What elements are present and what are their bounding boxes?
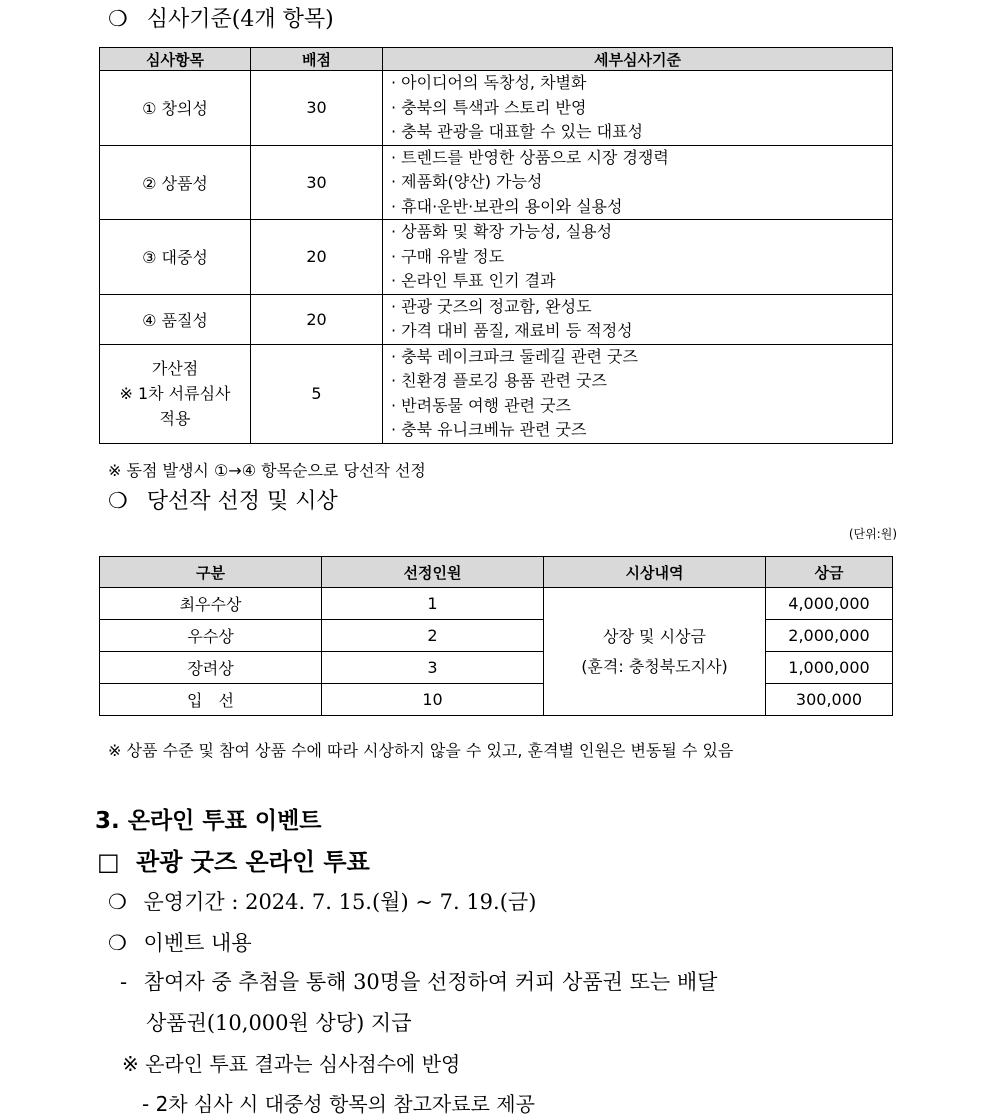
section-award-title: 당선작 선정 및 시상 — [146, 489, 338, 514]
award-prize: 2,000,000 — [766, 620, 893, 652]
circle-bullet-icon: ❍ — [108, 489, 128, 514]
table-row — [100, 652, 893, 684]
header-count: 선정인원 — [322, 557, 544, 588]
criteria-item: ④ 품질성 — [100, 294, 251, 344]
criteria-line: · 친환경 플로깅 용품 관련 굿즈 — [391, 371, 607, 390]
period-line — [108, 886, 536, 916]
box-heading-title: 관광 굿즈 온라인 투표 — [136, 847, 370, 876]
criteria-score: 5 — [251, 344, 383, 443]
unit-label: (단위:원) — [848, 527, 897, 541]
period-text: 운영기간 : 2024. 7. 15.(월) ~ 7. 19.(금) — [143, 890, 537, 914]
criteria-line: · 온라인 투표 인기 결과 — [391, 271, 556, 290]
header-score: 배점 — [251, 48, 383, 71]
award-table-header — [100, 557, 893, 588]
award-count: 2 — [322, 620, 544, 652]
square-box-icon: □ — [97, 847, 120, 876]
circle-bullet-icon: ❍ — [108, 890, 127, 914]
award-note: ※ 상품 수준 및 참여 상품 수에 따라 시상하지 않을 수 있고, 훈격별 인원은 변동될 수 있음 — [108, 741, 734, 760]
criteria-table — [99, 47, 893, 444]
event-desc-text2: 상품권(10,000원 상당) 지급 — [146, 1011, 412, 1035]
criteria-line: · 아이디어의 독창성, 차별화 — [391, 73, 587, 92]
table-row — [100, 145, 893, 220]
award-category: 장려상 — [100, 652, 322, 684]
criteria-item: ② 상품성 — [100, 145, 251, 220]
table-row — [100, 684, 893, 716]
criteria-table-header — [100, 48, 893, 71]
criteria-line: · 충북 관광을 대표할 수 있는 대표성 — [391, 122, 643, 141]
vote-sub-note: - 2차 심사 시 대중성 항목의 참고자료로 제공 — [142, 1092, 535, 1116]
criteria-line: · 가격 대비 품질, 재료비 등 적정성 — [391, 321, 633, 340]
criteria-item-bonus — [100, 344, 251, 443]
section-criteria-heading — [108, 2, 334, 33]
bonus-line: ※ 1차 서류심사 — [119, 384, 231, 403]
dash-marker: - — [120, 970, 128, 994]
criteria-line: · 충북 유니크베뉴 관련 굿즈 — [391, 420, 587, 439]
table-row — [100, 71, 893, 146]
award-category: 입 선 — [100, 684, 322, 716]
circle-bullet-icon: ❍ — [108, 7, 128, 32]
box-heading — [97, 842, 370, 877]
header-criteria: 세부심사기준 — [383, 48, 893, 71]
section-award-heading — [108, 484, 338, 515]
bonus-line: 적용 — [159, 409, 191, 428]
criteria-details — [383, 71, 893, 146]
award-category: 우수상 — [100, 620, 322, 652]
bonus-line: 가산점 — [151, 359, 199, 378]
section3-title: 3. 온라인 투표 이벤트 — [95, 808, 322, 834]
criteria-score: 30 — [251, 145, 383, 220]
event-line — [108, 927, 252, 957]
criteria-line: · 트렌드를 반영한 상품으로 시장 경쟁력 — [391, 147, 669, 167]
award-prize: 4,000,000 — [766, 588, 893, 620]
criteria-item: ① 창의성 — [100, 71, 251, 146]
criteria-details — [383, 344, 893, 443]
header-category: 구분 — [100, 557, 322, 588]
award-count: 1 — [322, 588, 544, 620]
criteria-line: · 충북의 특색과 스토리 반영 — [391, 97, 587, 117]
criteria-details — [383, 294, 893, 344]
header-award: 시상내역 — [544, 557, 766, 588]
table-row — [100, 620, 893, 652]
award-line: 상장 및 시상금 — [603, 626, 706, 646]
criteria-item: ③ 대중성 — [100, 220, 251, 295]
award-count: 3 — [322, 652, 544, 684]
criteria-details — [383, 220, 893, 295]
award-prize: 1,000,000 — [766, 652, 893, 684]
header-item: 심사항목 — [100, 48, 251, 71]
table-row — [100, 294, 893, 344]
tie-note: ※ 동점 발생시 ①→④ 항목순으로 당선작 선정 — [108, 461, 426, 480]
award-line: (훈격: 충청북도지사) — [581, 656, 728, 676]
event-text: 이벤트 내용 — [143, 931, 252, 955]
circle-bullet-icon: ❍ — [108, 931, 127, 955]
table-row — [100, 220, 893, 295]
criteria-line: · 구매 유발 정도 — [391, 246, 505, 266]
section-criteria-title: 심사기준(4개 항목) — [146, 7, 334, 32]
award-table — [99, 556, 893, 716]
header-prize: 상금 — [766, 557, 893, 588]
criteria-line: · 휴대·운반·보관의 용이와 실용성 — [391, 196, 623, 216]
table-row — [100, 344, 893, 443]
criteria-score: 20 — [251, 294, 383, 344]
criteria-line: · 충북 레이크파크 둘레길 관련 굿즈 — [391, 346, 638, 366]
criteria-details — [383, 145, 893, 220]
criteria-line: · 상품화 및 확장 가능성, 실용성 — [391, 222, 613, 241]
award-details — [544, 588, 766, 716]
table-row — [100, 588, 893, 620]
criteria-line: · 제품화(양산) 가능성 — [391, 172, 543, 191]
criteria-score: 20 — [251, 220, 383, 295]
award-count: 10 — [322, 684, 544, 716]
event-desc-text1: 참여자 중 추첨을 통해 30명을 선정하여 커피 상품권 또는 배달 — [143, 970, 718, 994]
vote-note: ※ 온라인 투표 결과는 심사점수에 반영 — [122, 1052, 461, 1076]
criteria-score: 30 — [251, 71, 383, 146]
criteria-line: · 반려동물 여행 관련 굿즈 — [391, 395, 571, 415]
award-prize: 300,000 — [766, 684, 893, 716]
award-category: 최우수상 — [100, 588, 322, 620]
event-desc-line1 — [120, 966, 717, 996]
criteria-line: · 관광 굿즈의 정교함, 완성도 — [391, 296, 592, 316]
